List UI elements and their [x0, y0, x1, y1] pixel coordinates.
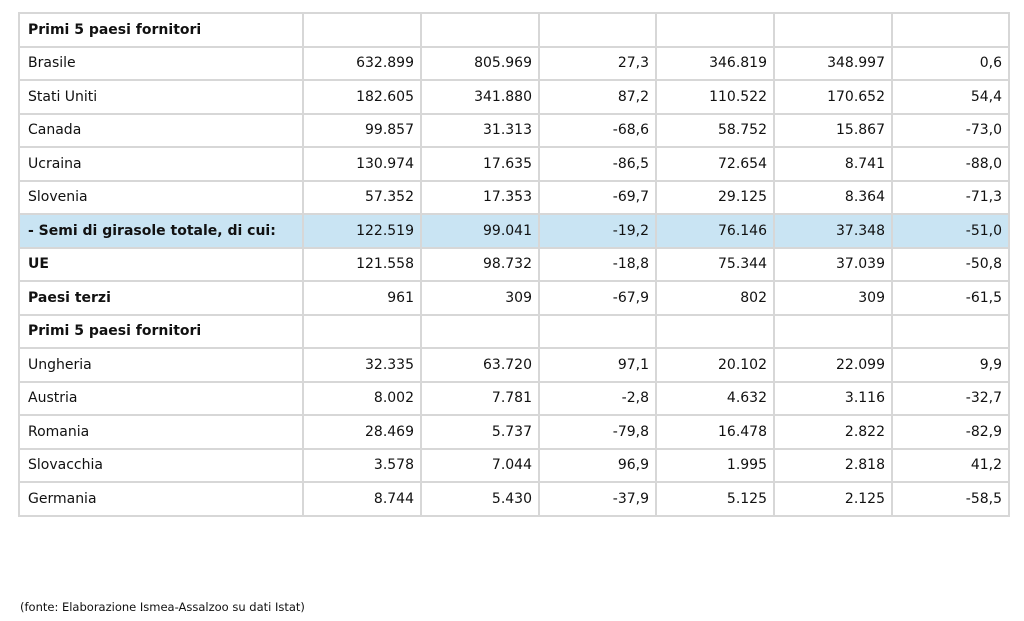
table-cell [774, 13, 892, 47]
row-label: Ucraina [19, 147, 303, 181]
table-cell: -37,9 [539, 482, 656, 516]
table-cell: 8.744 [303, 482, 421, 516]
row-label: Brasile [19, 47, 303, 81]
table-cell: 41,2 [892, 449, 1009, 483]
table-cell: 961 [303, 281, 421, 315]
table-cell: 99.041 [421, 214, 539, 248]
table-cell [539, 13, 656, 47]
table-cell: 122.519 [303, 214, 421, 248]
row-label: - Semi di girasole totale, di cui: [19, 214, 303, 248]
row-label: Germania [19, 482, 303, 516]
table-row [19, 47, 1009, 81]
table-cell [656, 13, 774, 47]
table-cell: 805.969 [421, 47, 539, 81]
table-cell: -19,2 [539, 214, 656, 248]
row-label: Ungheria [19, 348, 303, 382]
table-cell: 98.732 [421, 248, 539, 282]
table-row [19, 348, 1009, 382]
row-label: Primi 5 paesi fornitori [19, 315, 303, 349]
data-table-container [18, 12, 1010, 517]
table-cell: -71,3 [892, 181, 1009, 215]
table-cell [303, 13, 421, 47]
table-cell: -32,7 [892, 382, 1009, 416]
row-label: UE [19, 248, 303, 282]
table-cell: 58.752 [656, 114, 774, 148]
table-cell: 32.335 [303, 348, 421, 382]
table-cell: 110.522 [656, 80, 774, 114]
table-cell: 2.822 [774, 415, 892, 449]
table-cell: 309 [774, 281, 892, 315]
table-row [19, 214, 1009, 248]
table-cell: 802 [656, 281, 774, 315]
table-cell: 72.654 [656, 147, 774, 181]
table-cell [421, 315, 539, 349]
table-cell: 8.364 [774, 181, 892, 215]
table-cell: 121.558 [303, 248, 421, 282]
table-cell: -50,8 [892, 248, 1009, 282]
table-cell: -79,8 [539, 415, 656, 449]
table-row [19, 114, 1009, 148]
table-cell: 0,6 [892, 47, 1009, 81]
table-cell [656, 315, 774, 349]
row-label: Romania [19, 415, 303, 449]
table-cell: 130.974 [303, 147, 421, 181]
table-cell: -73,0 [892, 114, 1009, 148]
table-cell [892, 315, 1009, 349]
table-cell: 15.867 [774, 114, 892, 148]
table-cell: 7.781 [421, 382, 539, 416]
row-label: Paesi terzi [19, 281, 303, 315]
row-label: Slovacchia [19, 449, 303, 483]
table-cell [539, 315, 656, 349]
table-cell: 17.635 [421, 147, 539, 181]
table-cell: -82,9 [892, 415, 1009, 449]
row-label: Slovenia [19, 181, 303, 215]
table-cell: -61,5 [892, 281, 1009, 315]
table-cell: -58,5 [892, 482, 1009, 516]
table-cell: 9,9 [892, 348, 1009, 382]
table-row [19, 315, 1009, 349]
table-cell: 3.116 [774, 382, 892, 416]
table-cell: 1.995 [656, 449, 774, 483]
table-cell: -51,0 [892, 214, 1009, 248]
table-cell: 54,4 [892, 80, 1009, 114]
source-note: (fonte: Elaborazione Ismea-Assalzoo su dati Istat) [20, 600, 305, 614]
table-cell [892, 13, 1009, 47]
table-cell: 37.348 [774, 214, 892, 248]
table-cell: 29.125 [656, 181, 774, 215]
table-cell: 20.102 [656, 348, 774, 382]
table-cell: 16.478 [656, 415, 774, 449]
table-cell: 8.741 [774, 147, 892, 181]
table-row [19, 181, 1009, 215]
table-body [19, 13, 1009, 516]
table-cell: -68,6 [539, 114, 656, 148]
table-cell: 309 [421, 281, 539, 315]
table-cell: -86,5 [539, 147, 656, 181]
table-cell: 99.857 [303, 114, 421, 148]
table-row [19, 147, 1009, 181]
table-cell: -88,0 [892, 147, 1009, 181]
row-label: Austria [19, 382, 303, 416]
table-cell: 346.819 [656, 47, 774, 81]
table-row [19, 248, 1009, 282]
table-cell: 341.880 [421, 80, 539, 114]
table-cell: 27,3 [539, 47, 656, 81]
table-cell: 57.352 [303, 181, 421, 215]
table-cell [421, 13, 539, 47]
table-cell: -69,7 [539, 181, 656, 215]
row-label: Primi 5 paesi fornitori [19, 13, 303, 47]
table-cell: 8.002 [303, 382, 421, 416]
table-cell: 22.099 [774, 348, 892, 382]
table-cell: -2,8 [539, 382, 656, 416]
table-cell: 348.997 [774, 47, 892, 81]
table-cell: 87,2 [539, 80, 656, 114]
table-cell: -67,9 [539, 281, 656, 315]
table-cell: 170.652 [774, 80, 892, 114]
table-cell: 97,1 [539, 348, 656, 382]
import-data-table [18, 12, 1010, 517]
table-row [19, 449, 1009, 483]
table-cell: 2.818 [774, 449, 892, 483]
table-cell: 96,9 [539, 449, 656, 483]
table-cell: 2.125 [774, 482, 892, 516]
table-cell: 5.125 [656, 482, 774, 516]
row-label: Canada [19, 114, 303, 148]
table-row [19, 281, 1009, 315]
table-cell: 28.469 [303, 415, 421, 449]
table-cell: 37.039 [774, 248, 892, 282]
table-cell: 7.044 [421, 449, 539, 483]
table-cell [303, 315, 421, 349]
table-cell: 17.353 [421, 181, 539, 215]
table-row [19, 80, 1009, 114]
table-cell: 5.737 [421, 415, 539, 449]
table-cell: -18,8 [539, 248, 656, 282]
row-label: Stati Uniti [19, 80, 303, 114]
table-cell: 76.146 [656, 214, 774, 248]
table-cell [774, 315, 892, 349]
table-row [19, 13, 1009, 47]
table-cell: 182.605 [303, 80, 421, 114]
table-row [19, 415, 1009, 449]
table-cell: 5.430 [421, 482, 539, 516]
table-cell: 63.720 [421, 348, 539, 382]
table-cell: 4.632 [656, 382, 774, 416]
table-cell: 632.899 [303, 47, 421, 81]
table-row [19, 382, 1009, 416]
table-row [19, 482, 1009, 516]
table-cell: 75.344 [656, 248, 774, 282]
table-cell: 3.578 [303, 449, 421, 483]
table-cell: 31.313 [421, 114, 539, 148]
